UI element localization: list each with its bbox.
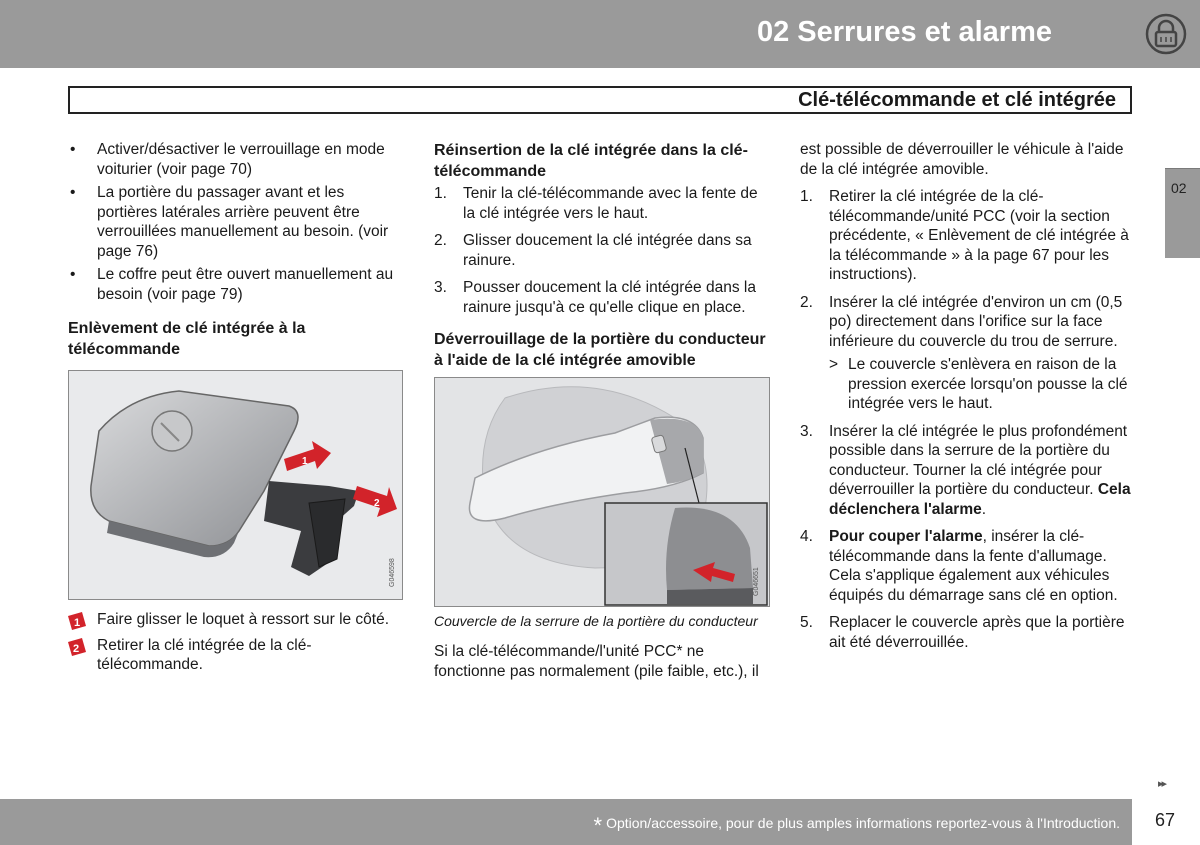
numbered-item-text: Glisser doucement la clé intégrée dans sa rainure. — [463, 232, 752, 269]
chapter-side-tab[interactable] — [1165, 168, 1200, 258]
section-heading: Enlèvement de clé intégrée à la télécommande — [68, 320, 306, 358]
chapter-title: 02 Serrures et alarme — [756, 16, 1052, 48]
numbered-item: 3. Insérer la clé intégrée le plus profondément possible dans la serrure de la portière du conducteur. Tourner la clé intégrée pour déverrouiller la portière du conducteur. Cela déclenchera l'alarme. — [800, 422, 1131, 518]
step-text: Faire glisser le loquet à ressort sur le côté. — [97, 611, 390, 628]
numbered-item-text: , insérer la clé-télécommande dans la fente d'allumage. Cela s'applique également aux véhicules équipés du démarrage sans clé en option. — [829, 528, 1118, 604]
numbered-item: 1. Tenir la clé-télécommande avec la fente de la clé intégrée vers le haut. — [434, 185, 758, 222]
list-item: • La portière du passager avant et les portières latérales arrière peuvent être verrouillées manuellement au besoin. (voir page 76) — [70, 184, 389, 260]
footer-bar — [0, 799, 1132, 845]
svg-text:1: 1 — [74, 617, 81, 629]
door-handle-figure — [434, 377, 770, 607]
numbered-item: 2. Glisser doucement la clé intégrée dans sa rainure. — [434, 232, 752, 269]
section-title-bar — [68, 86, 1132, 114]
list-item-text: Activer/désactiver le verrouillage en mode voiturier (voir page 70) — [97, 141, 385, 178]
numbered-item: 4. Pour couper l'alarme, insérer la clé-télécommande dans la fente d'allumage. Cela s'applique également aux véhicules équipés du démarrage sans clé en option. — [800, 528, 1118, 604]
sub-item-text: Le couvercle s'enlèvera en raison de la pression exercée lorsqu'on pousse la clé intégrée vers le haut. — [848, 356, 1128, 412]
figure-label: 1 — [302, 456, 308, 467]
numbered-item: 3. Pousser doucement la clé intégrée dans la rainure jusqu'à ce qu'elle clique en place. — [434, 279, 756, 316]
numbered-item-text: Insérer la clé intégrée le plus profondément possible dans la serrure de la portière du conducteur. Tourner la clé intégrée pour déverrouiller la portière du conducteur. — [829, 422, 1128, 498]
lock-icon — [1144, 12, 1188, 56]
alarm-off-label: Pour couper l'alarme — [829, 528, 983, 545]
column-3 — [800, 140, 1132, 660]
figure-code: G046598 — [389, 558, 396, 587]
svg-text:2: 2 — [73, 642, 80, 655]
step-text: Retirer la clé intégrée de la clé-télécommande. — [97, 636, 312, 673]
paragraph: Si la clé-télécommande/l'unité PCC* ne fonctionne pas normalement (pile faible, etc.), il — [434, 643, 759, 680]
section-heading: Déverrouillage de la portière du conducteur à l'aide de la clé intégrée amovible — [434, 331, 766, 369]
section-heading: Réinsertion de la clé intégrée dans la clé-télécommande — [434, 142, 748, 180]
chapter-icon-box — [1132, 0, 1200, 68]
page-number: 67 — [1155, 810, 1176, 830]
numbered-item-text: Replacer le couvercle après que la portière ait été déverrouillée. — [829, 614, 1125, 651]
paragraph: est possible de déverrouiller le véhicule à l'aide de la clé intégrée amovible. — [800, 141, 1124, 178]
figure-label: 2 — [374, 498, 380, 509]
numbered-item: 5. Replacer le couvercle après que la portière ait été déverrouillée. — [800, 614, 1125, 651]
list-item: • Le coffre peut être ouvert manuellement au besoin (voir page 79) — [70, 266, 394, 303]
numbered-item-text: Pousser doucement la clé intégrée dans la rainure jusqu'à ce qu'elle clique en place. — [463, 279, 756, 316]
list-item-text: Le coffre peut être ouvert manuellement au besoin (voir page 79) — [97, 266, 394, 303]
column-2 — [434, 140, 770, 681]
page-number-box — [1132, 799, 1200, 845]
section-title: Clé-télécommande et clé intégrée — [798, 89, 1116, 111]
figure-caption: Couvercle de la serrure de la portière du conducteur — [434, 613, 758, 629]
list-item-text: La portière du passager avant et les portières latérales arrière peuvent être verrouillées manuellement au besoin. (voir page 76) — [97, 184, 389, 260]
figure-code: G046651 — [753, 567, 760, 596]
step-item — [68, 610, 403, 630]
key-removal-figure — [68, 370, 403, 600]
numbered-item: 2. Insérer la clé intégrée d'environ un cm (0,5 po) directement dans l'orifice sur la face inférieure du couvercle du trou de serrure. — [800, 293, 1123, 350]
numbered-item-text: Retirer la clé intégrée de la clé-télécommande/unité PCC (voir la section précédente, « Enlèvement de clé intégrée à la télécommande » à la page 67 pour les instructions). — [829, 188, 1129, 283]
continue-arrows-icon: ▸▸ — [1158, 778, 1166, 790]
arrow-2 — [353, 486, 397, 517]
step-1-badge — [68, 612, 86, 630]
step-item — [68, 636, 403, 675]
step-2-badge — [68, 638, 86, 656]
chapter-side-tab-label: 02 — [1171, 180, 1187, 196]
numbered-item-text: Tenir la clé-télécommande avec la fente de la clé intégrée vers le haut. — [463, 185, 758, 222]
chapter-header-bar — [0, 0, 1132, 68]
arrow-1 — [284, 441, 331, 471]
numbered-item: 1. Retirer la clé intégrée de la clé-télécommande/unité PCC (voir la section précédente, « Enlèvement de clé intégrée à la télécommande » à la page 67 pour les instructions). — [800, 188, 1129, 283]
sub-item: > Le couvercle s'enlèvera en raison de la pression exercée lorsqu'on pousse la clé intégrée vers le haut. — [829, 356, 1128, 412]
alarm-warning: Cela déclenchera l'alarme — [829, 481, 1131, 518]
numbered-item-text: Insérer la clé intégrée d'environ un cm (0,5 po) directement dans l'orifice sur la face inférieure du couvercle du trou de serrure. — [829, 293, 1123, 350]
list-item: • Activer/désactiver le verrouillage en mode voiturier (voir page 70) — [70, 141, 385, 178]
footer-note: * Option/accessoire, pour de plus amples informations reportez-vous à l'Introduction. — [593, 813, 1120, 838]
column-1 — [68, 140, 403, 681]
